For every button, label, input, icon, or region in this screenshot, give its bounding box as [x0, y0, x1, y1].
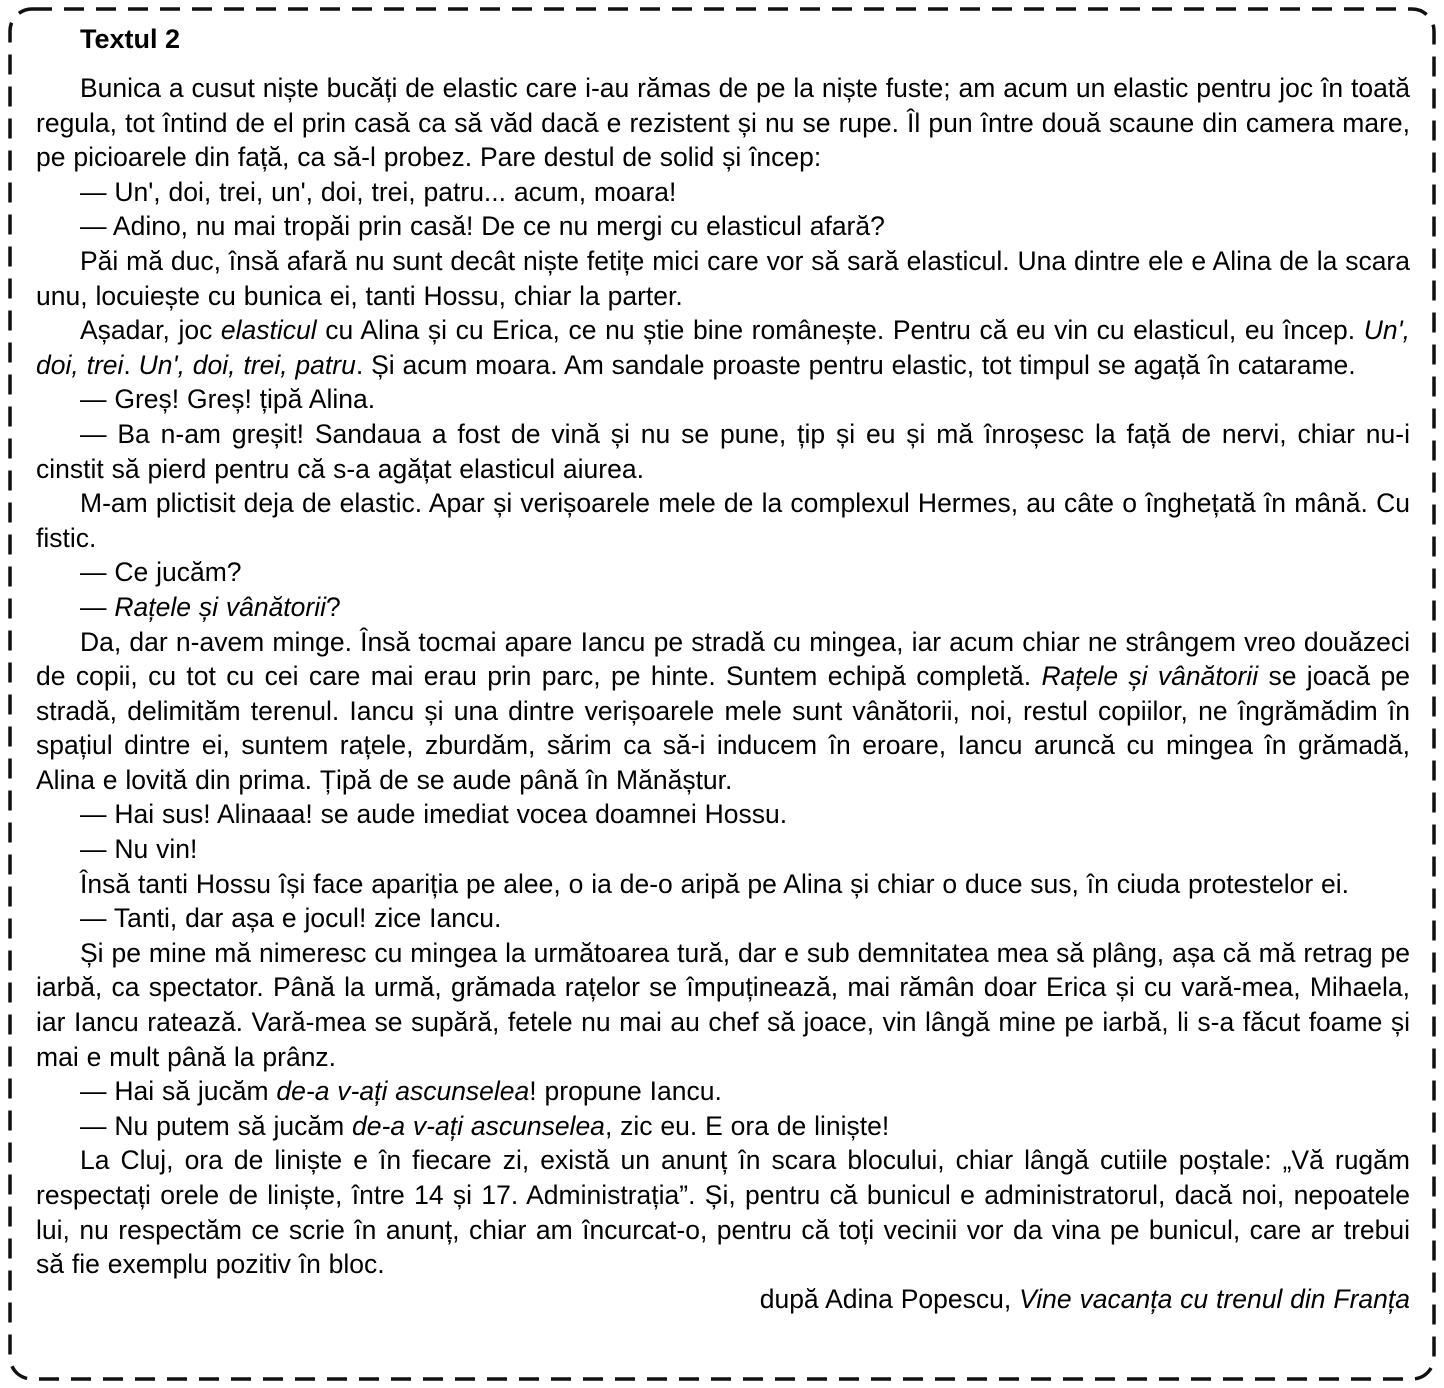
text-paragraph	[36, 1074, 1410, 1109]
italic-run: Un', doi, trei, patru	[138, 349, 356, 380]
text-run: Și pe mine mă nimeresc cu mingea la următoarea tură, dar e sub demnitatea mea să plâng, așa că mă retrag pe iarbă, ca spectator. Până la urmă, grămada rațelor se împuținează, mai rămân doar Erica și cu vară-mea, Mihaela, iar Iancu ratează. Vară-mea se supără, fetele nu mai au chef să joace, vin lângă mine pe iarbă, li s-a făcut foame și mai e mult până la prânz.	[36, 937, 1410, 1072]
italic-run: de-a v-ați ascunselea	[352, 1110, 605, 1141]
text-paragraph	[36, 71, 1410, 175]
text-paragraph	[36, 1143, 1410, 1281]
text-run: . Și acum moara. Am sandale proaste pentru elastic, tot timpul se agață în catarame.	[355, 349, 1356, 380]
text-paragraph	[36, 625, 1410, 798]
italic-run: de-a v-ați ascunselea	[276, 1076, 530, 1107]
text-paragraph	[36, 175, 1410, 210]
text-paragraph	[36, 1109, 1410, 1144]
text-run: după Adina Popescu,	[759, 1283, 1020, 1314]
text-paragraph	[36, 797, 1410, 832]
text-run: M-am plictisit deja de elastic. Apar și verișoarele mele de la complexul Hermes, au câte o înghețată în mână. Cu fistic.	[36, 488, 1410, 553]
text-paragraph	[36, 867, 1410, 902]
text-run: Bunica a cusut niște bucăți de elastic care i-au rămas de pe la niște fuste; am acum un elastic pentru joc în toată regula, tot întind de el prin casă ca să văd dacă e rezistent și nu se rupe. Îl pun între două scaune din camera mare, pe picioarele din față, ca să-l probez. Pare destul de solid și încep:	[36, 73, 1410, 173]
text-paragraph	[36, 313, 1410, 382]
text-paragraph	[36, 590, 1410, 625]
text-paragraph	[36, 936, 1410, 1074]
text-run: Așadar, joc	[80, 315, 221, 346]
text-run: —	[80, 591, 115, 622]
text-run: Păi mă duc, însă afară nu sunt decât niște fetițe mici care vor să sară elasticul. Una dintre ele e Alina de la scara unu, locuiește cu bunica ei, tanti Hossu, chiar la parter.	[36, 245, 1410, 311]
text-paragraph	[36, 244, 1410, 313]
text-run: — Greș! Greș! țipă Alina.	[80, 384, 376, 415]
text-paragraph	[36, 417, 1410, 486]
text-run: — Tanti, dar așa e jocul! zice Iancu.	[80, 903, 502, 934]
text-run: — Nu putem să jucăm	[80, 1110, 353, 1141]
text-run: .	[123, 349, 139, 380]
text-run: — Nu vin!	[80, 834, 198, 865]
attribution	[36, 1282, 1410, 1317]
text-run: — Adino, nu mai tropăi prin casă! De ce nu mergi cu elasticul afară?	[80, 211, 885, 242]
text-run: — Un', doi, trei, un', doi, trei, patru... acum, moara!	[80, 176, 677, 207]
italic-run: elasticul	[220, 315, 317, 346]
text-paragraph	[36, 209, 1410, 244]
text-run: — Hai să jucăm	[80, 1076, 277, 1107]
text-run: , zic eu. E ora de liniște!	[604, 1110, 890, 1141]
text-run: ! propune Iancu.	[529, 1076, 722, 1107]
text-paragraph	[36, 555, 1410, 590]
italic-run: Un', doi, trei	[36, 315, 1410, 380]
text-paragraph	[36, 832, 1410, 867]
text-box	[36, 24, 1410, 1316]
text-body	[36, 71, 1410, 1316]
text-run: La Cluj, ora de liniște e în fiecare zi, există un anunț în scara blocului, chiar lângă cutiile poștale: „Vă rugăm respectați orele de liniște, între 14 și 17. Administrația”. Și, pentru că bunicul e administratorul, dacă noi, nepoatele lui, nu respectăm ce scrie în anunț, chiar am încurcat-o, pentru că toți vecinii vor da vina pe bunicul, care ar trebui să fie exemplu pozitiv în bloc.	[36, 1145, 1410, 1280]
text-run: Da, dar n-avem minge. Însă tocmai apare Iancu pe stradă cu mingea, iar acum chiar ne strângem vreo douăzeci de copii, cu tot cu cei care mai erau prin parc, pe hinte. Suntem echipă completă.	[36, 626, 1410, 692]
text-paragraph	[36, 901, 1410, 936]
text-run: — Hai sus! Alinaaa! se aude imediat vocea doamnei Hossu.	[80, 799, 788, 830]
text-run: Însă tanti Hossu își face apariția pe alee, o ia de-o aripă pe Alina și chiar o duce sus, în ciuda protestelor ei.	[80, 868, 1349, 899]
text-paragraph	[36, 486, 1410, 555]
text-run: ?	[326, 591, 341, 622]
italic-run: Rațele și vânătorii	[1041, 661, 1259, 692]
text-title: Textul 2	[80, 24, 181, 54]
text-paragraph	[36, 382, 1410, 417]
italic-run: Rațele și vânătorii	[114, 591, 327, 622]
italic-run: Vine vacanța cu trenul din Franța	[1019, 1283, 1410, 1314]
text-run: cu Alina și cu Erica, ce nu știe bine românește. Pentru că eu vin cu elasticul, eu încep.	[316, 315, 1364, 346]
text-run: se joacă pe stradă, delimităm terenul. Iancu și una dintre verișoarele mele sunt vânătorii, noi, restul copiilor, ne îngrămădim în spațiul dintre ei, suntem rațele, zburdăm, sărim ca să-i inducem în eroare, Iancu aruncă cu mingea în grămadă, Alina e lovită din prima. Țipă de se aude până în Mănăștur.	[36, 661, 1410, 795]
text-run: — Ce jucăm?	[80, 557, 242, 588]
text-run: — Ba n-am greșit! Sandaua a fost de vină și nu se pune, țip și eu și mă înroșesc la față de nervi, chiar nu-i cinstit să pierd pentru că s-a agățat elasticul aiurea.	[36, 418, 1410, 484]
